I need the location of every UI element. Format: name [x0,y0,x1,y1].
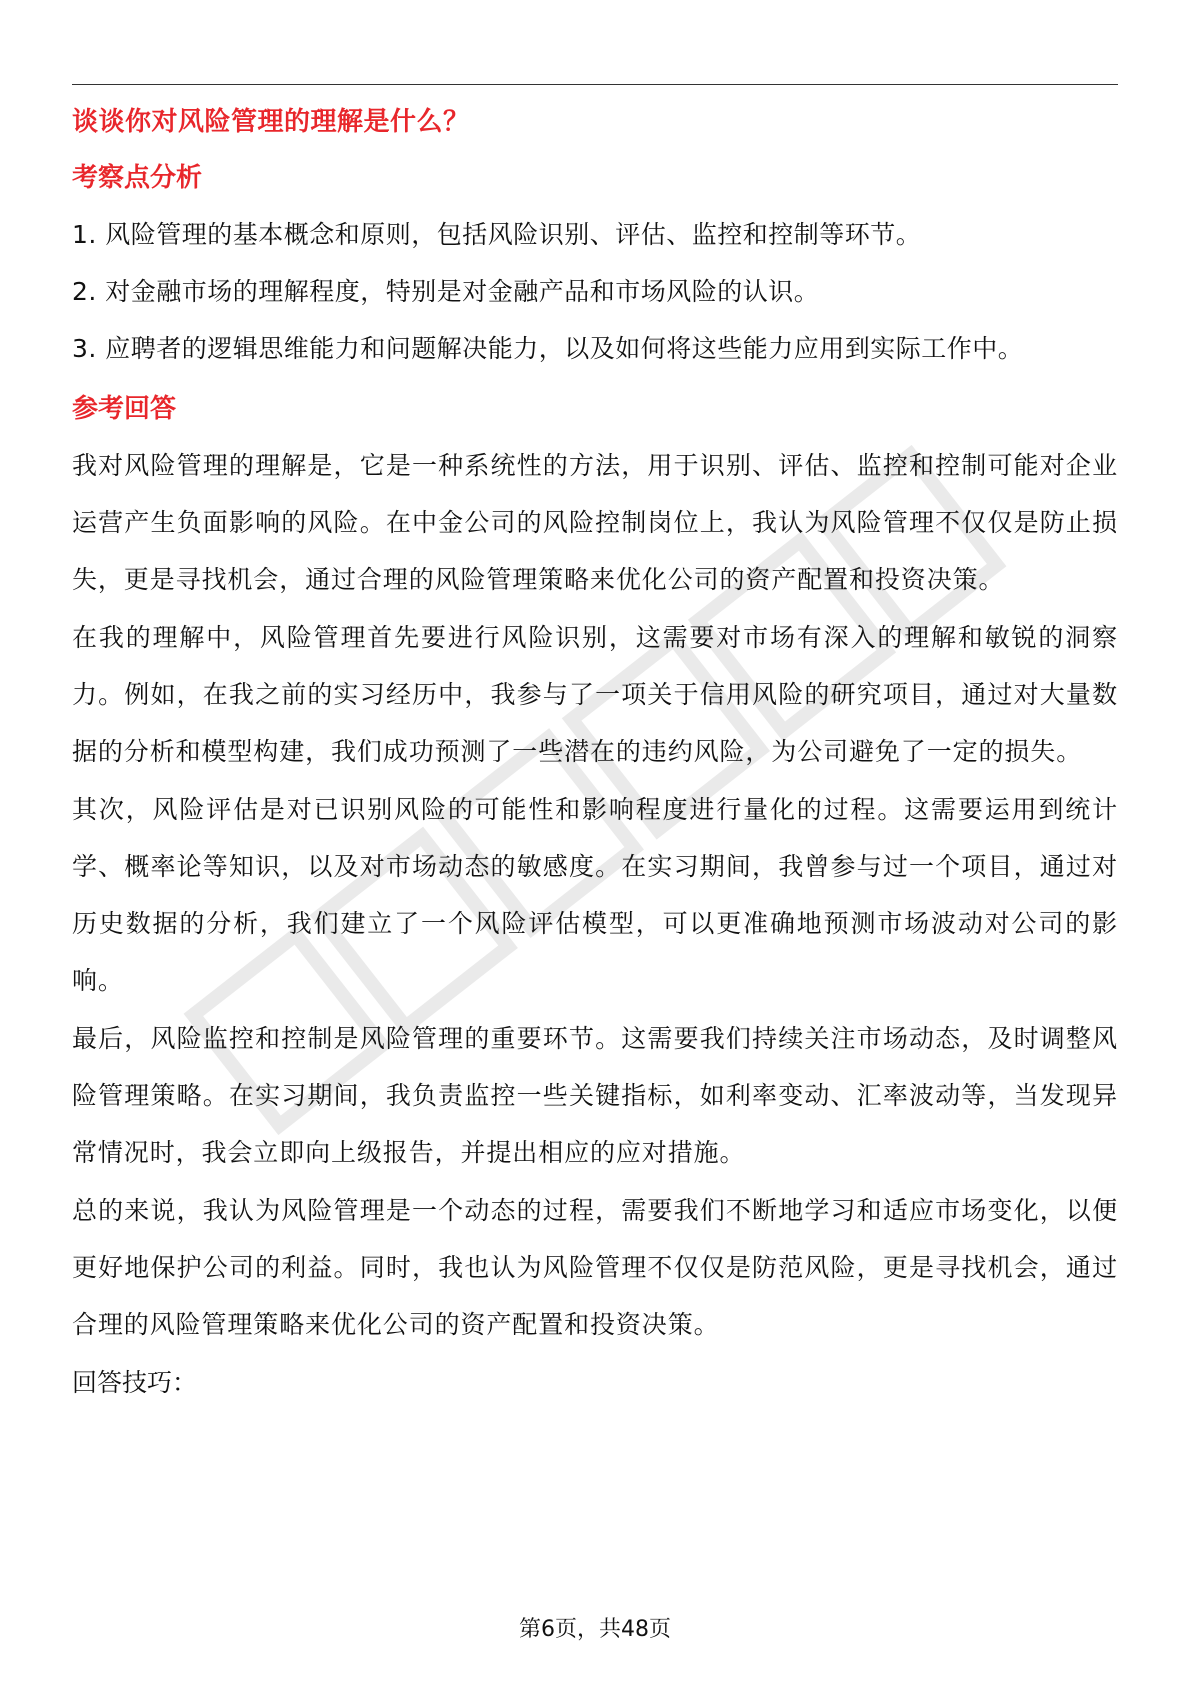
analysis-point: 2. 对金融市场的理解程度，特别是对金融产品和市场风险的认识。 [72,277,820,306]
answer-paragraph: 最后，风险监控和控制是风险管理的重要环节。这需要我们持续关注市场动态，及时调整风险管理策略。在实习期间，我负责监控一些关键指标，如利率变动、汇率波动等，当发现异常情况时，我会立即向上级报告，并提出相应的应对措施。 [72,1024,1118,1167]
analysis-heading: 考察点分析 [72,163,203,193]
analysis-point: 1. 风险管理的基本概念和原则，包括风险识别、评估、监控和控制等环节。 [72,220,922,249]
header-rule [72,84,1118,85]
answer-paragraph: 总的来说，我认为风险管理是一个动态的过程，需要我们不断地学习和适应市场变化，以便更好地保护公司的利益。同时，我也认为风险管理不仅仅是防范风险，更是寻找机会，通过合理的风险管理策略来优化公司的资产配置和投资决策。 [72,1196,1118,1339]
answer-heading: 参考回答 [72,394,177,424]
answer-tips-label: 回答技巧： [72,1368,198,1397]
answer-paragraph: 我对风险管理的理解是，它是一种系统性的方法，用于识别、评估、监控和控制可能对企业运营产生负面影响的风险。在中金公司的风险控制岗位上，我认为风险管理不仅仅是防止损失，更是寻找机会，通过合理的风险管理策略来优化公司的资产配置和投资决策。 [72,451,1118,594]
answer-paragraph: 其次，风险评估是对已识别风险的可能性和影响程度进行量化的过程。这需要运用到统计学、概率论等知识，以及对市场动态的敏感度。在实习期间，我曾参与过一个项目，通过对历史数据的分析，我们建立了一个风险评估模型，可以更准确地预测市场波动对公司的影响。 [72,795,1118,995]
question-title: 谈谈你对风险管理的理解是什么？ [72,107,470,137]
page-number: 第6页，共48页 [519,1617,671,1642]
main-content [72,100,1118,1411]
answer-paragraph: 在我的理解中，风险管理首先要进行风险识别，这需要对市场有深入的理解和敏锐的洞察力。例如，在我之前的实习经历中，我参与了一项关于信用风险的研究项目，通过对大量数据的分析和模型构建，我们成功预测了一些潜在的违约风险，为公司避免了一定的损失。 [72,623,1118,766]
analysis-point: 3. 应聘者的逻辑思维能力和问题解决能力，以及如何将这些能力应用到实际工作中。 [72,334,1024,363]
